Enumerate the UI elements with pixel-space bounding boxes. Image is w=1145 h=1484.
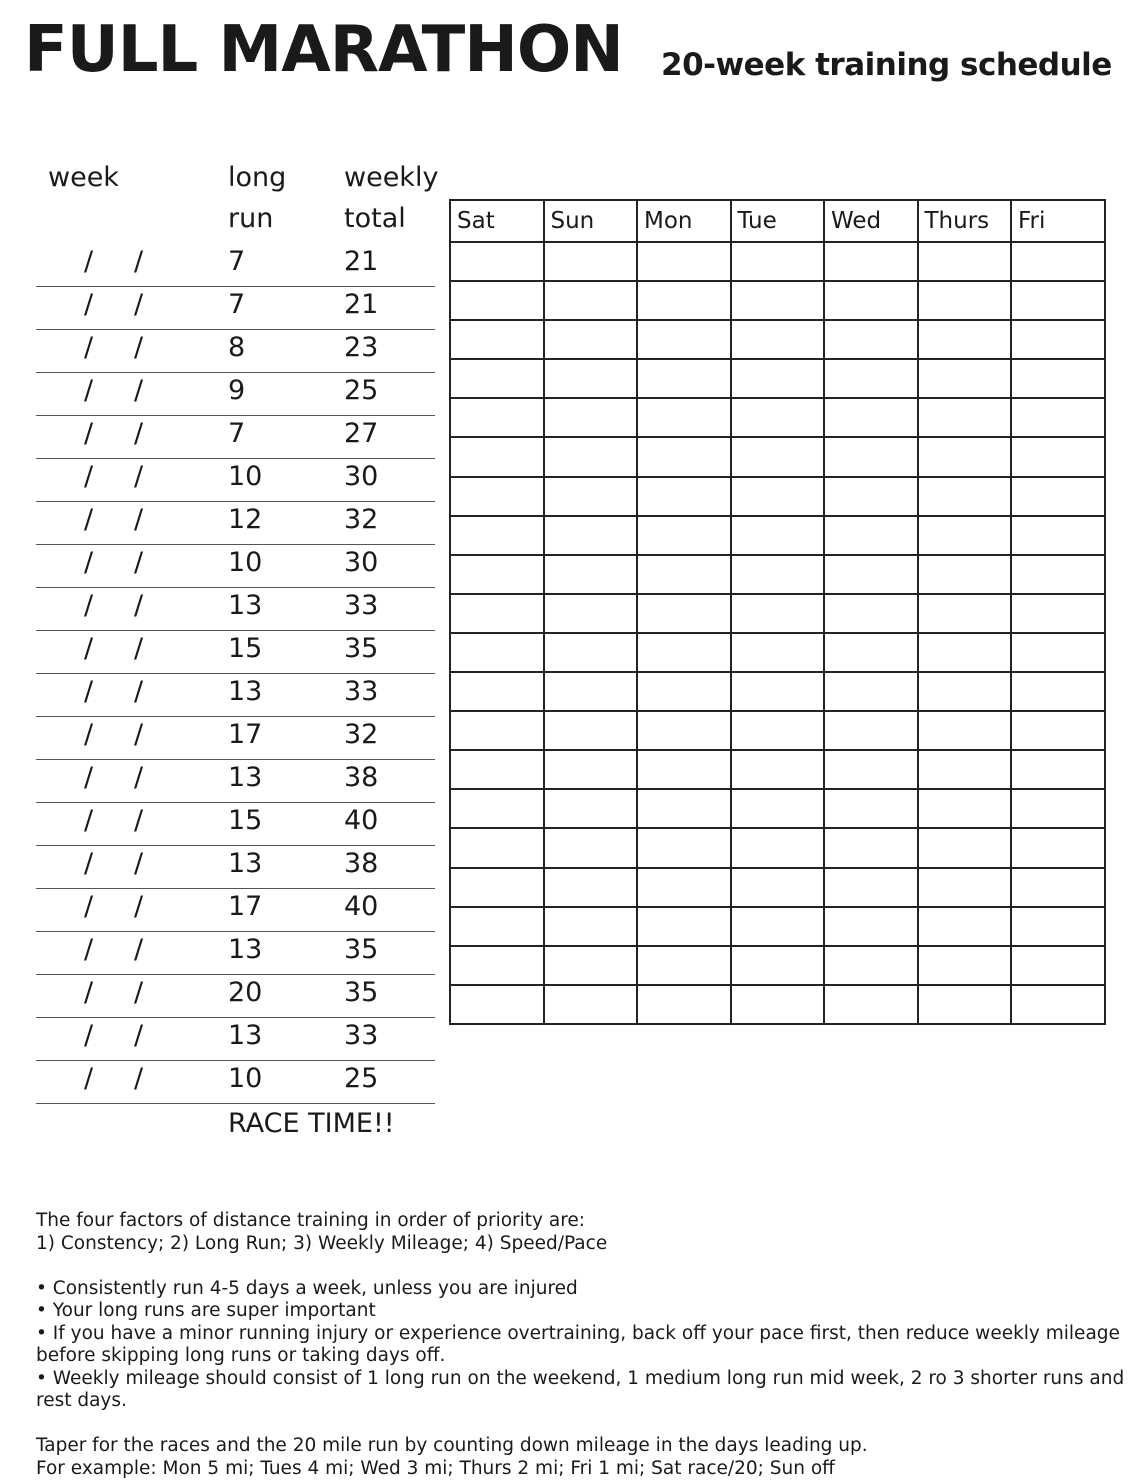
day-cell-sun: [544, 242, 638, 281]
notes-intro: The four factors of distance training in order of priority are:: [36, 1210, 586, 1231]
week-date-month-slash: /: [84, 504, 94, 535]
weekly-total-value: 30: [344, 547, 379, 578]
day-cell-sun: [544, 359, 638, 398]
long-run-value: 13: [228, 848, 263, 879]
weekly-total-value: 21: [344, 246, 379, 277]
weekly-total-value: 21: [344, 289, 379, 320]
day-cell-sat: [450, 750, 544, 789]
day-cell-sat: [450, 828, 544, 867]
day-cell-mon: [637, 398, 731, 437]
day-cell-fri: [1011, 828, 1105, 867]
week-date-day-slash: /: [134, 1020, 144, 1051]
day-cell-thurs: [918, 907, 1012, 946]
week-date-day-slash: /: [134, 891, 144, 922]
day-cell-fri: [1011, 985, 1105, 1024]
day-cell-tue: [731, 633, 825, 672]
day-cell-tue: [731, 281, 825, 320]
week-date-month-slash: /: [84, 246, 94, 277]
week-row: [36, 373, 435, 416]
day-cell-mon: [637, 555, 731, 594]
day-cell-sun: [544, 750, 638, 789]
day-cell-sat: [450, 946, 544, 985]
daily-log-grid: [449, 199, 1106, 1025]
day-cell-sat: [450, 281, 544, 320]
weekly-total-value: 40: [344, 891, 379, 922]
day-cell-wed: [824, 516, 918, 555]
day-cell-fri: [1011, 320, 1105, 359]
week-date-day-slash: /: [134, 762, 144, 793]
day-cell-wed: [824, 828, 918, 867]
grid-week-row: [450, 242, 1105, 281]
week-row: [36, 846, 435, 889]
grid-week-row: [450, 320, 1105, 359]
day-cell-fri: [1011, 672, 1105, 711]
day-cell-tue: [731, 868, 825, 907]
day-cell-sun: [544, 672, 638, 711]
week-date-day-slash: /: [134, 848, 144, 879]
week-row: [36, 588, 435, 631]
week-date-month-slash: /: [84, 762, 94, 793]
day-cell-wed: [824, 555, 918, 594]
day-cell-wed: [824, 633, 918, 672]
long-run-value: 15: [228, 633, 263, 664]
day-cell-thurs: [918, 437, 1012, 476]
week-date-day-slash: /: [134, 547, 144, 578]
day-cell-sun: [544, 555, 638, 594]
day-cell-mon: [637, 750, 731, 789]
day-cell-sun: [544, 946, 638, 985]
week-date-month-slash: /: [84, 1063, 94, 1094]
page-subtitle: 20-week training schedule: [661, 47, 1112, 83]
day-cell-fri: [1011, 868, 1105, 907]
day-cell-mon: [637, 594, 731, 633]
day-cell-sun: [544, 398, 638, 437]
day-header-row: [450, 200, 1105, 242]
week-date-day-slash: /: [134, 633, 144, 664]
day-cell-sat: [450, 242, 544, 281]
day-cell-fri: [1011, 281, 1105, 320]
day-cell-sun: [544, 711, 638, 750]
week-date-day-slash: /: [134, 418, 144, 449]
week-date-month-slash: /: [84, 461, 94, 492]
day-cell-fri: [1011, 242, 1105, 281]
day-cell-fri: [1011, 907, 1105, 946]
week-row: [36, 330, 435, 373]
weekly-total-header-line2: total: [344, 203, 406, 234]
week-date-day-slash: /: [134, 1063, 144, 1094]
day-cell-mon: [637, 672, 731, 711]
day-cell-sun: [544, 828, 638, 867]
week-date-month-slash: /: [84, 332, 94, 363]
long-run-value: 12: [228, 504, 263, 535]
week-row: [36, 1018, 435, 1061]
day-header-fri: Fri: [1011, 200, 1105, 242]
day-cell-mon: [637, 946, 731, 985]
day-cell-fri: [1011, 398, 1105, 437]
day-cell-fri: [1011, 437, 1105, 476]
weekly-total-value: 27: [344, 418, 379, 449]
week-date-day-slash: /: [134, 719, 144, 750]
long-run-value: 17: [228, 719, 263, 750]
weekly-total-value: 35: [344, 977, 379, 1008]
long-run-value: 13: [228, 934, 263, 965]
day-cell-thurs: [918, 516, 1012, 555]
week-date-day-slash: /: [134, 504, 144, 535]
day-header-mon: Mon: [637, 200, 731, 242]
grid-week-row: [450, 946, 1105, 985]
day-cell-mon: [637, 828, 731, 867]
day-cell-sat: [450, 359, 544, 398]
long-run-header-line1: long: [228, 162, 287, 193]
week-row: [36, 975, 435, 1018]
long-run-value: 7: [228, 246, 246, 277]
week-date-month-slash: /: [84, 375, 94, 406]
week-date-month-slash: /: [84, 848, 94, 879]
day-cell-tue: [731, 750, 825, 789]
long-run-value: 13: [228, 762, 263, 793]
week-date-month-slash: /: [84, 547, 94, 578]
day-cell-tue: [731, 555, 825, 594]
day-cell-fri: [1011, 594, 1105, 633]
day-cell-wed: [824, 594, 918, 633]
day-cell-thurs: [918, 789, 1012, 828]
weekly-total-value: 33: [344, 590, 379, 621]
day-cell-sun: [544, 281, 638, 320]
day-cell-thurs: [918, 868, 1012, 907]
day-cell-mon: [637, 320, 731, 359]
day-cell-sat: [450, 437, 544, 476]
race-time-label: RACE TIME!!: [228, 1108, 395, 1139]
week-date-month-slash: /: [84, 418, 94, 449]
day-cell-mon: [637, 242, 731, 281]
day-cell-fri: [1011, 750, 1105, 789]
week-row: [36, 674, 435, 717]
day-cell-thurs: [918, 594, 1012, 633]
grid-week-row: [450, 594, 1105, 633]
day-cell-wed: [824, 398, 918, 437]
day-cell-sat: [450, 985, 544, 1024]
week-date-day-slash: /: [134, 590, 144, 621]
grid-week-row: [450, 437, 1105, 476]
week-date-day-slash: /: [134, 805, 144, 836]
weekly-total-value: 23: [344, 332, 379, 363]
weekly-total-value: 25: [344, 1063, 379, 1094]
notes-bullet: • Weekly mileage should consist of 1 long run on the weekend, 1 medium long run mid week, 2 ro 3 shorter runs and rest days.: [36, 1367, 1125, 1411]
day-header-wed: Wed: [824, 200, 918, 242]
day-cell-mon: [637, 711, 731, 750]
day-cell-fri: [1011, 359, 1105, 398]
day-cell-mon: [637, 437, 731, 476]
day-cell-sun: [544, 789, 638, 828]
grid-week-row: [450, 985, 1105, 1024]
day-cell-fri: [1011, 633, 1105, 672]
weekly-total-value: 38: [344, 762, 379, 793]
week-row: [36, 416, 435, 459]
day-cell-tue: [731, 594, 825, 633]
day-cell-wed: [824, 359, 918, 398]
day-cell-sun: [544, 437, 638, 476]
day-cell-wed: [824, 477, 918, 516]
week-row: [36, 502, 435, 545]
day-cell-sat: [450, 868, 544, 907]
day-cell-wed: [824, 946, 918, 985]
day-cell-tue: [731, 907, 825, 946]
day-cell-thurs: [918, 281, 1012, 320]
long-run-value: 7: [228, 289, 246, 320]
grid-week-row: [450, 828, 1105, 867]
grid-week-row: [450, 750, 1105, 789]
day-cell-sat: [450, 477, 544, 516]
long-run-value: 15: [228, 805, 263, 836]
week-row: [36, 803, 435, 846]
day-cell-tue: [731, 359, 825, 398]
day-cell-sun: [544, 477, 638, 516]
week-date-month-slash: /: [84, 633, 94, 664]
weekly-total-value: 25: [344, 375, 379, 406]
long-run-value: 20: [228, 977, 263, 1008]
week-date-day-slash: /: [134, 332, 144, 363]
day-cell-thurs: [918, 750, 1012, 789]
grid-week-row: [450, 711, 1105, 750]
week-date-month-slash: /: [84, 891, 94, 922]
day-cell-sat: [450, 633, 544, 672]
weekly-total-value: 30: [344, 461, 379, 492]
day-cell-sun: [544, 320, 638, 359]
day-cell-tue: [731, 828, 825, 867]
weekly-total-value: 33: [344, 1020, 379, 1051]
day-cell-mon: [637, 516, 731, 555]
day-cell-thurs: [918, 711, 1012, 750]
day-cell-wed: [824, 242, 918, 281]
day-cell-tue: [731, 985, 825, 1024]
day-cell-tue: [731, 789, 825, 828]
day-cell-sat: [450, 789, 544, 828]
weekly-total-value: 33: [344, 676, 379, 707]
day-cell-tue: [731, 320, 825, 359]
day-cell-thurs: [918, 242, 1012, 281]
day-cell-fri: [1011, 555, 1105, 594]
long-run-value: 8: [228, 332, 246, 363]
day-cell-thurs: [918, 398, 1012, 437]
day-cell-wed: [824, 750, 918, 789]
day-cell-thurs: [918, 672, 1012, 711]
day-cell-sat: [450, 320, 544, 359]
day-cell-thurs: [918, 985, 1012, 1024]
day-cell-thurs: [918, 359, 1012, 398]
long-run-value: 13: [228, 1020, 263, 1051]
long-run-value: 10: [228, 461, 263, 492]
weekly-total-value: 32: [344, 504, 379, 535]
day-cell-fri: [1011, 946, 1105, 985]
notes-priorities: 1) Constency; 2) Long Run; 3) Weekly Mileage; 4) Speed/Pace: [36, 1232, 608, 1254]
week-row: [36, 545, 435, 588]
day-cell-wed: [824, 907, 918, 946]
day-cell-sat: [450, 672, 544, 711]
week-row: [36, 717, 435, 760]
grid-week-row: [450, 281, 1105, 320]
training-notes: [36, 1210, 1126, 1480]
long-run-value: 13: [228, 590, 263, 621]
day-cell-tue: [731, 437, 825, 476]
weekly-total-value: 40: [344, 805, 379, 836]
day-cell-mon: [637, 477, 731, 516]
day-cell-wed: [824, 672, 918, 711]
day-cell-sat: [450, 907, 544, 946]
day-cell-fri: [1011, 711, 1105, 750]
day-cell-wed: [824, 985, 918, 1024]
day-cell-mon: [637, 281, 731, 320]
day-cell-sat: [450, 594, 544, 633]
week-row: [36, 631, 435, 674]
day-cell-mon: [637, 907, 731, 946]
week-column-header: week: [48, 162, 119, 193]
long-run-value: 10: [228, 547, 263, 578]
weekly-total-value: 35: [344, 934, 379, 965]
day-cell-fri: [1011, 516, 1105, 555]
day-header-sat: Sat: [450, 200, 544, 242]
day-cell-mon: [637, 633, 731, 672]
weekly-total-value: 38: [344, 848, 379, 879]
week-date-day-slash: /: [134, 676, 144, 707]
weekly-total-header-line1: weekly: [344, 162, 439, 193]
day-cell-tue: [731, 516, 825, 555]
notes-bullet: • Consistently run 4-5 days a week, unless you are injured: [36, 1277, 578, 1299]
day-cell-tue: [731, 711, 825, 750]
long-run-value: 7: [228, 418, 246, 449]
notes-bullet: • If you have a minor running injury or experience overtraining, back off your pace first, then reduce weekly mileage before skipping long runs or taking days off.: [36, 1322, 1120, 1366]
long-run-value: 10: [228, 1063, 263, 1094]
week-date-month-slash: /: [84, 289, 94, 320]
day-cell-thurs: [918, 555, 1012, 594]
week-row: [36, 889, 435, 932]
week-row: [36, 244, 435, 287]
week-date-day-slash: /: [134, 461, 144, 492]
week-date-day-slash: /: [134, 934, 144, 965]
grid-week-row: [450, 672, 1105, 711]
week-date-month-slash: /: [84, 805, 94, 836]
grid-week-row: [450, 907, 1105, 946]
day-cell-sat: [450, 516, 544, 555]
grid-week-row: [450, 516, 1105, 555]
day-cell-sat: [450, 398, 544, 437]
week-date-day-slash: /: [134, 375, 144, 406]
week-date-month-slash: /: [84, 1020, 94, 1051]
weekly-total-value: 32: [344, 719, 379, 750]
day-cell-mon: [637, 359, 731, 398]
day-cell-fri: [1011, 789, 1105, 828]
grid-week-row: [450, 789, 1105, 828]
day-cell-thurs: [918, 633, 1012, 672]
weekly-total-value: 35: [344, 633, 379, 664]
day-cell-thurs: [918, 477, 1012, 516]
day-cell-wed: [824, 868, 918, 907]
day-header-sun: Sun: [544, 200, 638, 242]
day-cell-mon: [637, 985, 731, 1024]
long-run-value: 9: [228, 375, 246, 406]
day-cell-sun: [544, 868, 638, 907]
notes-taper-example: For example: Mon 5 mi; Tues 4 mi; Wed 3 mi; Thurs 2 mi; Fri 1 mi; Sat race/20; Sun off: [36, 1457, 835, 1479]
day-cell-tue: [731, 398, 825, 437]
day-cell-tue: [731, 946, 825, 985]
day-cell-sun: [544, 633, 638, 672]
week-date-month-slash: /: [84, 676, 94, 707]
day-cell-wed: [824, 789, 918, 828]
grid-week-row: [450, 633, 1105, 672]
day-header-thurs: Thurs: [918, 200, 1012, 242]
notes-bullet: • Your long runs are super important: [36, 1300, 376, 1321]
long-run-value: 13: [228, 676, 263, 707]
week-row: [36, 932, 435, 975]
day-cell-mon: [637, 789, 731, 828]
day-header-tue: Tue: [731, 200, 825, 242]
week-date-day-slash: /: [134, 246, 144, 277]
grid-week-row: [450, 359, 1105, 398]
week-row: [36, 760, 435, 803]
day-cell-wed: [824, 320, 918, 359]
week-date-day-slash: /: [134, 289, 144, 320]
week-date-month-slash: /: [84, 934, 94, 965]
long-run-header-line2: run: [228, 203, 274, 234]
day-cell-tue: [731, 242, 825, 281]
day-cell-tue: [731, 477, 825, 516]
grid-week-row: [450, 398, 1105, 437]
grid-week-row: [450, 555, 1105, 594]
week-date-month-slash: /: [84, 719, 94, 750]
grid-week-row: [450, 477, 1105, 516]
day-cell-thurs: [918, 320, 1012, 359]
week-date-month-slash: /: [84, 977, 94, 1008]
week-row: [36, 287, 435, 330]
day-cell-thurs: [918, 946, 1012, 985]
week-date-day-slash: /: [134, 977, 144, 1008]
day-cell-wed: [824, 437, 918, 476]
day-cell-mon: [637, 868, 731, 907]
day-cell-fri: [1011, 477, 1105, 516]
week-row: [36, 1061, 435, 1104]
day-cell-wed: [824, 281, 918, 320]
day-cell-thurs: [918, 828, 1012, 867]
page-title: FULL MARATHON: [24, 13, 623, 87]
week-date-month-slash: /: [84, 590, 94, 621]
day-cell-tue: [731, 672, 825, 711]
grid-week-row: [450, 868, 1105, 907]
day-cell-sat: [450, 555, 544, 594]
day-cell-sun: [544, 594, 638, 633]
day-cell-sun: [544, 907, 638, 946]
week-row: [36, 459, 435, 502]
day-cell-wed: [824, 711, 918, 750]
day-cell-sun: [544, 516, 638, 555]
long-run-value: 17: [228, 891, 263, 922]
day-cell-sat: [450, 711, 544, 750]
day-cell-sun: [544, 985, 638, 1024]
notes-taper: Taper for the races and the 20 mile run by counting down mileage in the days leading up.: [36, 1435, 868, 1456]
